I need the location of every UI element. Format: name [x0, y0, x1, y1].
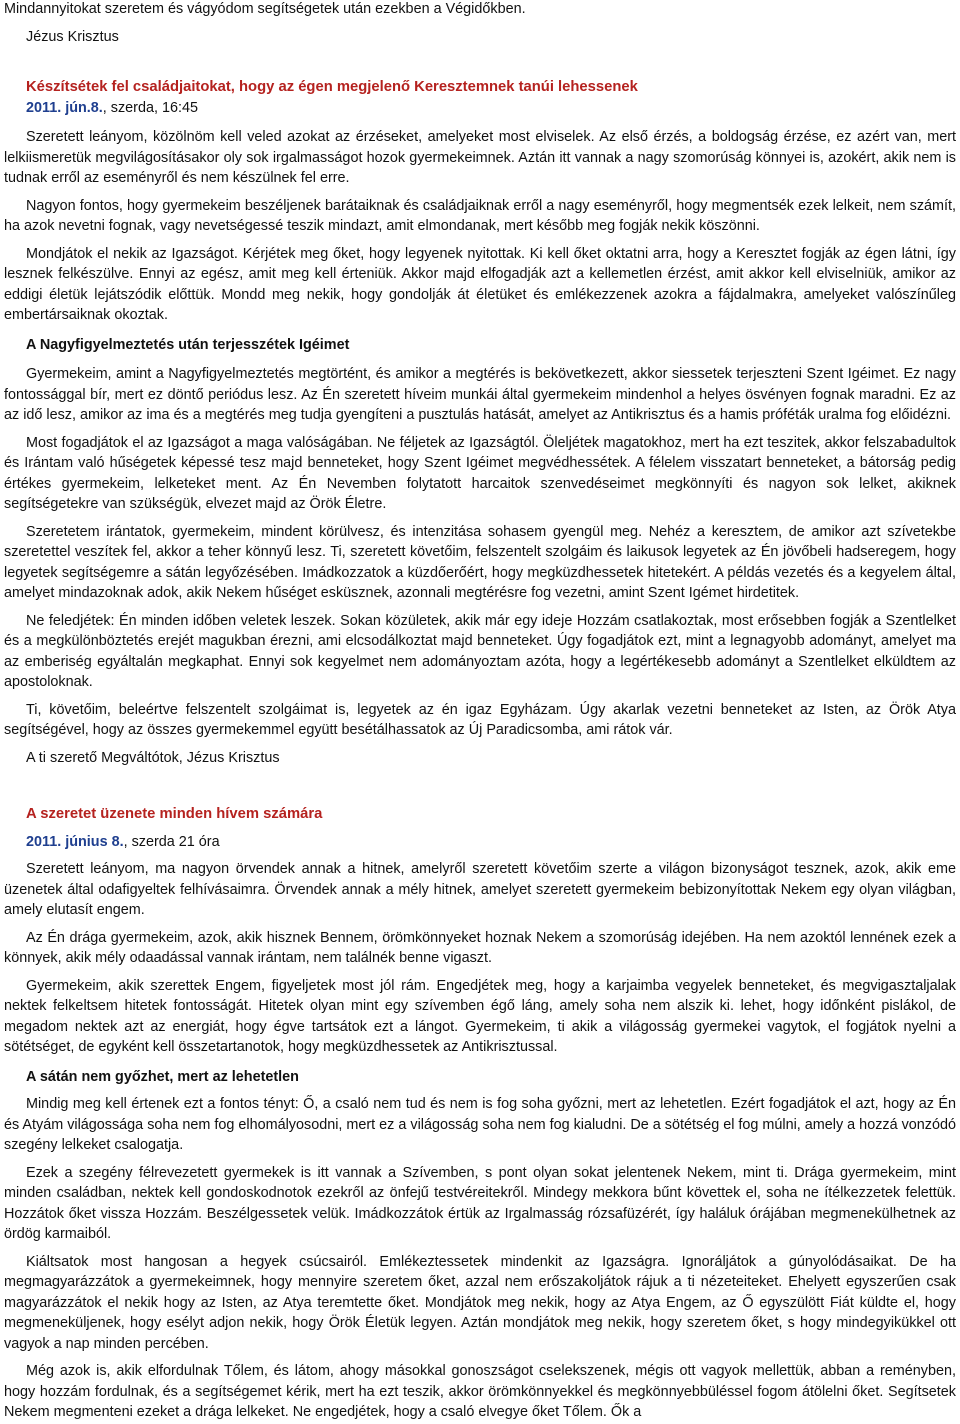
message-title-1: Készítsétek fel családjaitokat, hogy az égen megjelenő Keresztemnek tanúi lehessenek: [26, 79, 638, 95]
paragraph: Ti, követőim, beleértve felszentelt szolgáimat is, legyetek az én igaz Egyházam. Úgy akarlak vezetni benneteket az Isten, az Örök Atya segítségével, hogy az összes gyermekemmel együtt besétálhassatok az Új Paradicsomba, ami rátok vár.: [4, 701, 956, 738]
intro-line: Mindannyitokat szeretem és vágyódom segítségetek után ezekben a Végidőkben.: [4, 1, 526, 17]
paragraph: Most fogadjátok el az Igazságot a maga valóságában. Ne féljetek az Igazságtól. Öleljétek magatokhoz, mert ha ezt teszitek, akkor felszabadultok és Irántam való hűségetek képessé tesz majd benneteket, hogy Szent Igéimet megvédhessétek. A félelem visszatart benneteket, a bátorság pedig értékes gyermekeim, lelketeket ment. Az Én Nevemben folytatott harcaitok szenvedéseimet megkönnyíti és nagyon sok lelket, akiknek segítségetekre van szükségük, elvezet majd az Örök Életre.: [4, 434, 956, 512]
paragraph: Ezek a szegény félrevezetett gyermekek is itt vannak a Szívemben, s pont olyan sokat jelentenek Nekem, mint ti. Drága gyermekeim, mint minden családban, nektek kell gondoskodnotok ezekről az önfejű testvéreitekről. Mindegy mekkora bűnt követtek el, soha ne ítélkezzetek felettük. Hozzátok őket vissza Hozzám. Beszélgessetek velük. Imádkozzátok értük az Irgalmasság rózsafüzérét, így haláluk órájában megmenekülhetnek az ördög karmaiból.: [4, 1164, 956, 1242]
paragraph: Gyermekeim, amint a Nagyfigyelmeztetés megtörtént, és amikor a megtérés is bekövetkezett, akkor siessetek terjeszteni Szent Igéimet. Ez nagy fontossággal bír, mert ez döntő periódus lesz. Az Én szeretett híveim munkái által gyermekeim mindenhol a helyes ösvényen fognak maradni. Ez az az idő lesz, amikor az ima és a megtérés meg tudja gyengíteni a pusztulás hatását, amelyet az Antikrisztus és a hamis próféták uralma fog előidézni.: [4, 366, 956, 423]
message-date-link-1[interactable]: 2011. jún.8.: [26, 99, 103, 116]
message-date-2: [4, 832, 956, 853]
paragraph: Ne feledjétek: Én minden időben veletek leszek. Sokan közületek, akik már egy ideje Hozzám csatlakoztak, most erősebben fogják a Szentlelket és a megkülönböztetés erejét magukban érezni, ami elcsodálkoztat majd benneteket. Úgy fogadjátok ezt, mint a legnagyobb adományt, amelyet ma az emberiség egyáltalán megkaphat. Ennyi sok kegyelmet nem adományoztam azóta, hogy a legértékesebb adományt a Szentlelket elküldtem az apostoloknak.: [4, 612, 956, 690]
signature-top: Jézus Krisztus: [26, 28, 119, 45]
message-date-link-2[interactable]: 2011. június 8.: [26, 833, 124, 850]
closing-signature-1: A ti szerető Megváltótok, Jézus Krisztus: [26, 749, 280, 766]
paragraph: Szeretett leányom, ma nagyon örvendek annak a hitnek, amelyről szeretett követőim szerte a világon bizonyságot tesznek, azok, akik eme üzenetek által odafigyeltek felhívásaimra. Örvendek annak a mély hitnek, amelyet szeretett gyermekeim bebizonyítottak Nekem egy olyan világban, amely elutasít engem.: [4, 861, 956, 918]
paragraph: Az Én drága gyermekeim, azok, akik hisznek Bennem, örömkönnyeket hoznak Nekem a szomorúság idejében. Ha nem azoktól lennének ezek a könnyek, akik mély odaadással vannak irántam, nem találnék benne vigaszt.: [4, 929, 956, 966]
paragraph: Mindig meg kell értenek ezt a fontos tényt: Ő, a csaló nem tud és nem is fog soha győzni, mert az lehetetlen. Ezért fogadjátok el azt, hogy az Én és Atyám világossága soha nem fog elhomályosodni, mert ez a világosság soha nem fog kialudni. De a sötétség el fog múlni, amely a hozzá vonzódó szegény lelkeket csalogatja.: [4, 1096, 956, 1153]
paragraph: Szeretett leányom, közölnöm kell veled azokat az érzéseket, amelyeket most elviselek. Az első érzés, a boldogság érzése, ez azért van, mert lelkiismeretük megvilágosításakor oly sok irgalmasságot hozok gyermekeimnek. Aztán itt vannak a nagy szomorúság könnyei is, azokért, akik nem is tudnak erről az eseményről és nem készülnek fel erre.: [4, 129, 956, 186]
message-date-text-1: , szerda, 16:45: [102, 99, 198, 116]
message-date-text-2: , szerda 21 óra: [123, 833, 220, 850]
subheading-1: A Nagyfigyelmeztetés után terjesszétek Igéimet: [26, 336, 350, 353]
message-date-1: [4, 98, 956, 119]
paragraph: Gyermekeim, akik szerettek Engem, figyeljetek most jól rám. Engedjétek meg, hogy a karjaimba vegyelek benneteket, és megvigasztaljalak nektek felkeltsem hitetek fontosságát. Hitetek olyan mint egy szívemben égő láng, amely soha nem alszik ki. lehet, hogy időnként pislákol, de megadom nektek azt az energiát, hogy égve tartsátok ezt a lángot. Gyermekeim, ti akik a világosság gyermekei vagytok, el fogjátok nyelni a sötétséget, de egyként kell összetartanotok, hogy megküzdhessetek az Antikrisztussal.: [4, 977, 956, 1055]
paragraph: Még azok is, akik elfordulnak Tőlem, és látom, ahogy másokkal gonoszságot cselekszenek, mégis ott vagyok mellettük, abban a reményben, hogy hozzám fordulnak, és a segítségemet kérik, mert ha ezt teszik, akkor örömkönnyekkel és megkönnyebbüléssel fogom átölelni őket. Segítsetek Nekem megmenteni ezeket a drága lelkeket. Ne engedjétek, hogy a csaló elvegye őket Tőlem. Ők a: [4, 1363, 956, 1420]
paragraph: Szeretetem irántatok, gyermekeim, mindent körülvesz, és intenzitása sohasem gyengül meg. Nehéz a keresztem, de amikor azt szívetekbe szeretettel veszítek fel, akkor a teher könnyű lesz. Ti, szeretett követőim, felszentelt szolgáim és laikusok legyetek az Én jövőbeli hadseregem, hogy legyetek segítségemre a sátán legyőzésében. Imádkozzatok a küzdőerőért, hogy megküzdhessetek hitetekért. A példás vezetés és a kegyelem által, amelyet mindazoknak adok, akik Nekem hűséget esküsznek, azonnali megtérésre fog vezetni, amint Szent Igémet hirdetitek.: [4, 523, 956, 601]
subheading-2: A sátán nem győzhet, mert az lehetetlen: [26, 1068, 299, 1085]
paragraph: Mondjátok el nekik az Igazságot. Kérjétek meg őket, hogy legyenek nyitottak. Ki kell őket oktatni arra, hogy a Keresztet fogják az égen látni, így lesznek felkészülve. Ennyi az egész, amit meg kell érteniük. Akkor majd elfogadják azt a kellemetlen érzést, amit akkor kell elviselniük, amikor az eddigi életük lejátszódik előttük. Mondd meg nekik, hogy gondolják át életüket és emlékezzenek azokra a fájdalmakra, amelyeket valószínűleg embertársaiknak okoztak.: [4, 245, 956, 323]
message-title-2: A szeretet üzenete minden hívem számára: [26, 806, 323, 822]
paragraph: Kiáltsatok most hangosan a hegyek csúcsairól. Emlékeztessetek mindenkit az Igazságra. Ignoráljátok a gúnyolódásaikat. De ha megmagyarázzátok a gyermekeimnek, hogy mennyire szeretem őket, azzal nem erőszakoljátok rájuk a ti nézeteiteket. Ehelyett egyszerűen csak magyarázzátok el nekik hogy az Isten, az Atya teremtette őket. Mondjátok meg nekik, hogy az Atya Engem, az Ő egyszülött Fiát küldte el, hogy megmeneküljenek, hogy esélyt adjon nekik, hogy Örök Életük legyen. Aztán mondjátok meg nekik, hogy szeretem őket, s hogy mindegyikükkel ott vagyok a nap minden percében.: [4, 1253, 956, 1352]
paragraph: Nagyon fontos, hogy gyermekeim beszéljenek barátaiknak és családjaiknak erről a nagy eseményről, hogy megmentsék ezek lelkeit, nem számít, ha azok nevetni fognak, vagy nevetségessé teszik mindazt, amit elmondanak, mert később meg fogják nekik köszönni.: [4, 197, 956, 234]
